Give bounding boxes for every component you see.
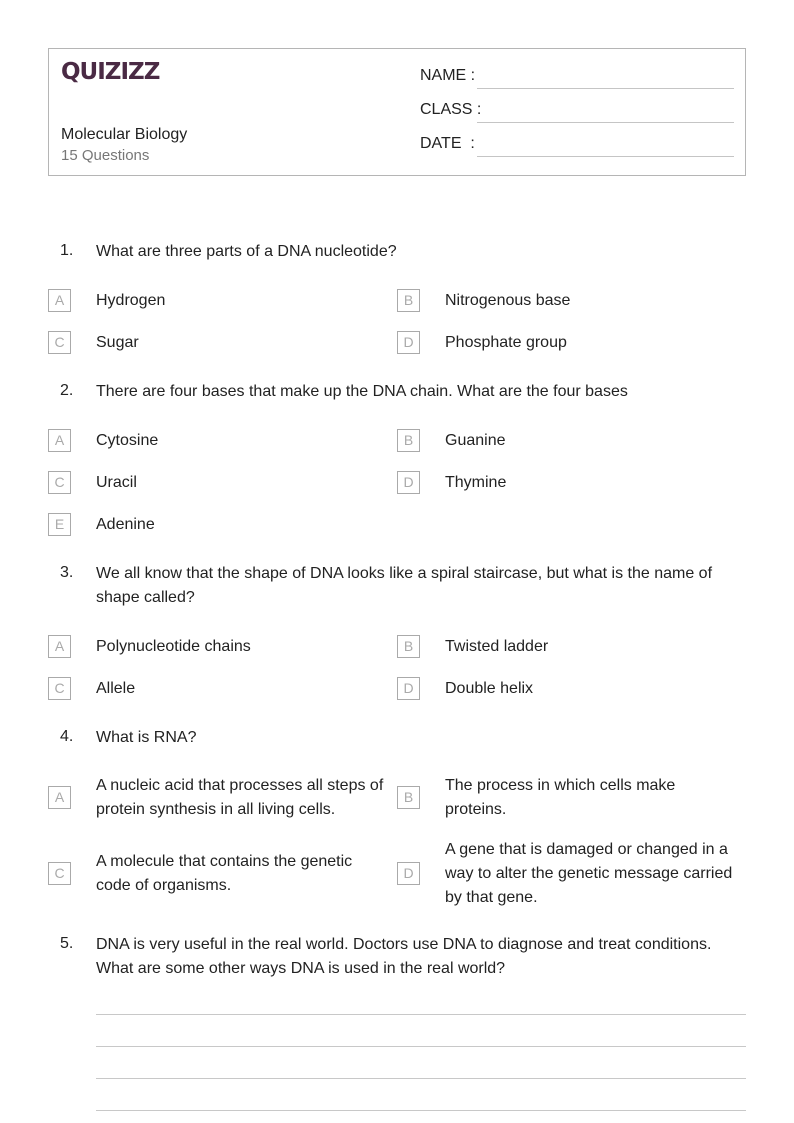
- date-field[interactable]: [420, 135, 734, 159]
- option-letter-box[interactable]: A: [48, 429, 71, 452]
- question-text: There are four bases that make up the DNA chain. What are the four bases: [96, 383, 628, 400]
- option-letter-box[interactable]: C: [48, 331, 71, 354]
- answer-line[interactable]: [96, 1110, 746, 1111]
- option-text: Double helix: [445, 680, 534, 697]
- class-field[interactable]: [420, 101, 734, 125]
- name-line: [477, 88, 734, 89]
- class-line: [477, 122, 734, 123]
- question-text: DNA is very useful in the real world. Doctors use DNA to diagnose and treat conditions. What are some other ways DNA is used in the real world?: [96, 936, 712, 977]
- question-number: 1.: [60, 242, 74, 259]
- class-label: CLASS :: [420, 101, 482, 118]
- option-text: A molecule that contains the genetic code of organisms.: [96, 853, 353, 894]
- answer-line[interactable]: [96, 1014, 746, 1015]
- option-letter-box[interactable]: C: [48, 471, 71, 494]
- worksheet-title: Molecular Biology: [61, 126, 188, 143]
- option-letter-box[interactable]: D: [397, 677, 420, 700]
- answer-line[interactable]: [96, 1078, 746, 1079]
- option-letter-box[interactable]: C: [48, 677, 71, 700]
- option-text: A gene that is damaged or changed in a way to alter the genetic message carried by that gene.: [445, 841, 733, 906]
- question-number: 4.: [60, 728, 74, 745]
- question-text: What are three parts of a DNA nucleotide?: [96, 243, 397, 260]
- option-letter-box[interactable]: C: [48, 862, 71, 885]
- option-text: Allele: [96, 680, 136, 697]
- question-number: 2.: [60, 382, 74, 399]
- question-number: 3.: [60, 564, 74, 581]
- name-field[interactable]: [420, 67, 734, 91]
- option-text: Phosphate group: [445, 334, 567, 351]
- question-number: 5.: [60, 935, 74, 952]
- option-text: Uracil: [96, 474, 137, 491]
- option-letter-box[interactable]: D: [397, 862, 420, 885]
- option-text: Polynucleotide chains: [96, 638, 251, 655]
- option-text: The process in which cells make proteins.: [445, 777, 676, 818]
- option-letter-box[interactable]: A: [48, 635, 71, 658]
- worksheet-header: [48, 48, 746, 176]
- option-letter-box[interactable]: D: [397, 331, 420, 354]
- option-letter-box[interactable]: B: [397, 786, 420, 809]
- option-letter-box[interactable]: B: [397, 429, 420, 452]
- quizizz-logo: QUIZIZZ: [61, 59, 160, 85]
- name-label: NAME :: [420, 67, 476, 84]
- option-text: Hydrogen: [96, 292, 166, 309]
- question-text: We all know that the shape of DNA looks like a spiral staircase, but what is the name of shape called?: [96, 565, 713, 606]
- answer-line[interactable]: [96, 1046, 746, 1047]
- option-text: Adenine: [96, 516, 155, 533]
- date-line: [477, 156, 734, 157]
- option-letter-box[interactable]: B: [397, 289, 420, 312]
- option-text: Thymine: [445, 474, 507, 491]
- question-count: 15 Questions: [61, 147, 150, 164]
- option-text: A nucleic acid that processes all steps of protein synthesis in all living cells.: [96, 777, 384, 818]
- option-text: Guanine: [445, 432, 506, 449]
- option-text: Cytosine: [96, 432, 159, 449]
- option-letter-box[interactable]: B: [397, 635, 420, 658]
- option-text: Sugar: [96, 334, 139, 351]
- date-label: DATE :: [420, 135, 475, 152]
- option-text: Nitrogenous base: [445, 292, 571, 309]
- option-letter-box[interactable]: A: [48, 786, 71, 809]
- option-letter-box[interactable]: E: [48, 513, 71, 536]
- option-letter-box[interactable]: D: [397, 471, 420, 494]
- question-text: What is RNA?: [96, 729, 197, 746]
- option-text: Twisted ladder: [445, 638, 549, 655]
- option-letter-box[interactable]: A: [48, 289, 71, 312]
